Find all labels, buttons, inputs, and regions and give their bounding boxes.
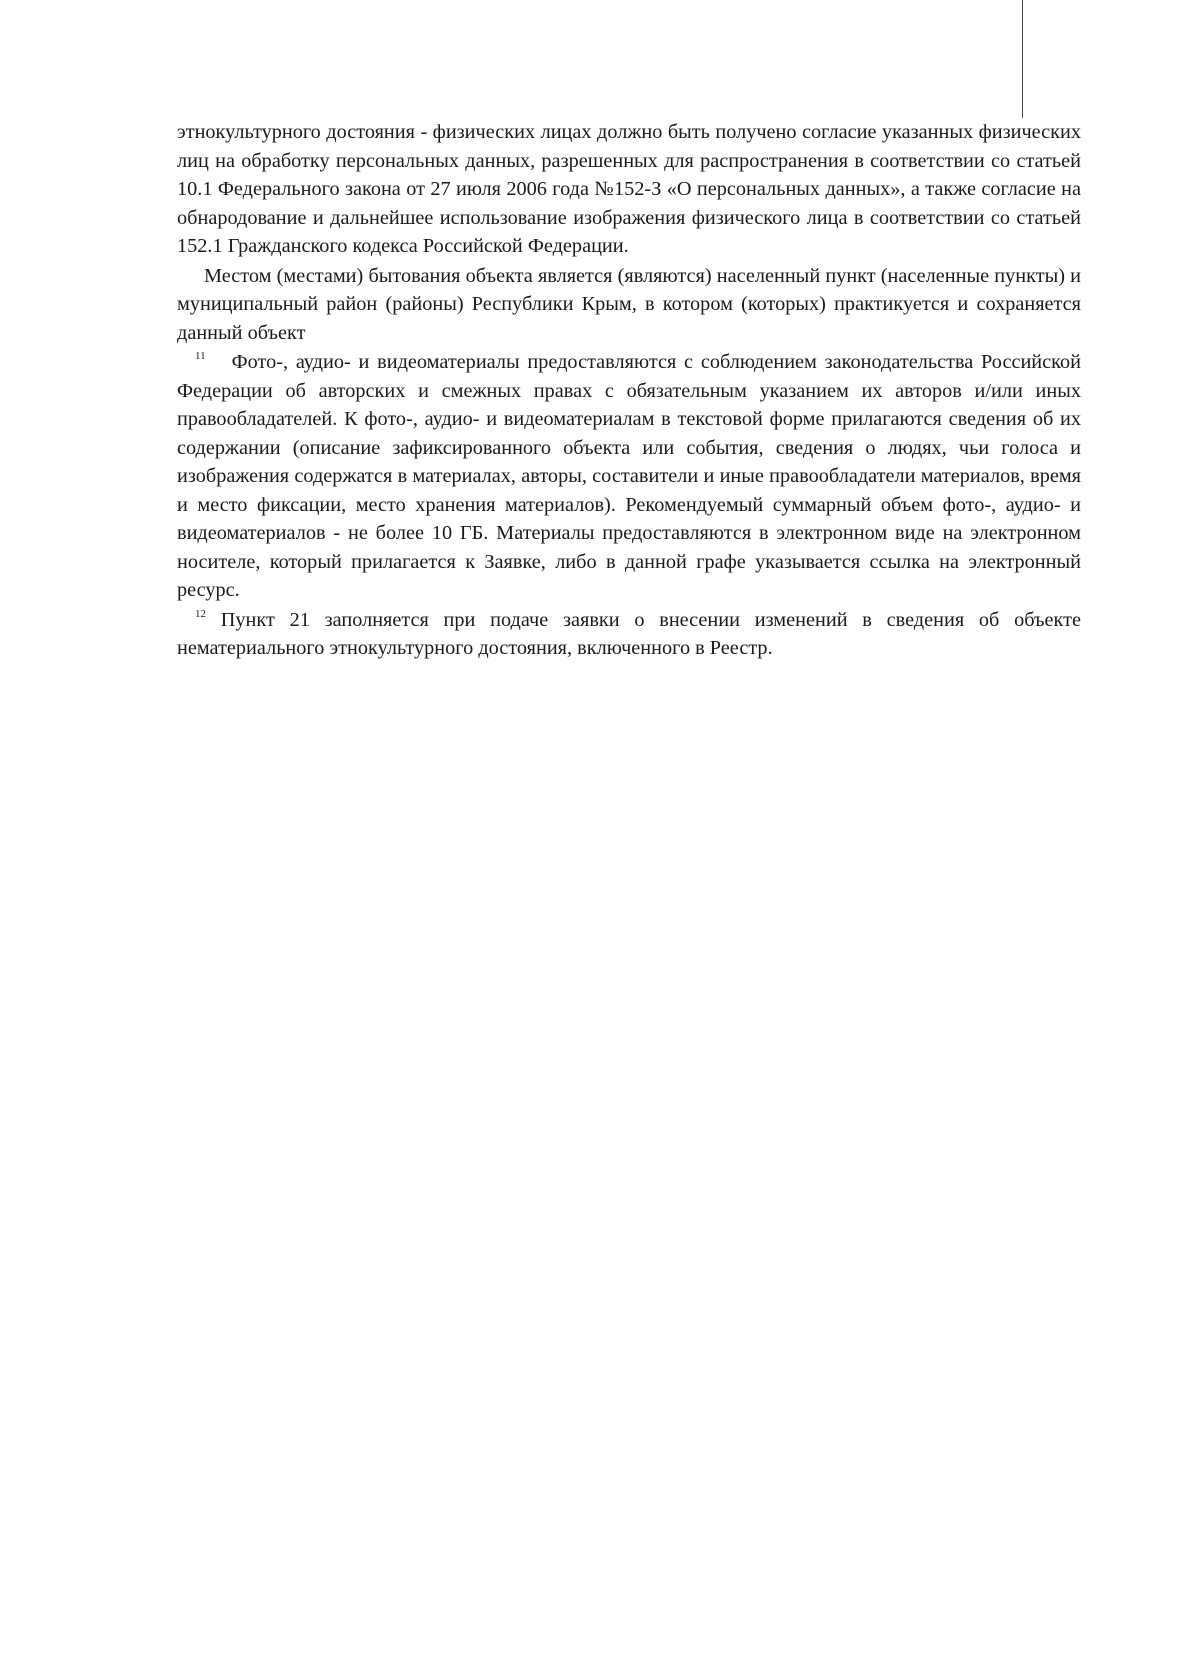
paragraph-consent: этнокультурного достояния - физических лицах должно быть получено согласие указанных физических лиц на обработку персональных данных, разрешенных для распространения в соответствии со статьей 10.1 Федерального закона от 27 июля 2006 года №152-З «О персональных данных», а также согласие на обнародование и дальнейшее использование изображения физического лица в соответствии со статьей 152.1 Гражданского кодекса Российской Федерации.	[177, 121, 1081, 257]
scan-margin-line	[1022, 0, 1023, 118]
footnote-11	[177, 348, 1081, 605]
footnote-12-text: Пункт 21 заполняется при подаче заявки о внесении изменений в сведения об объекте нематериального этнокультурного достояния, включенного в Реестр.	[177, 608, 1081, 659]
document-body	[177, 118, 1081, 664]
footnote-11-text: Фото-, аудио- и видеоматериалы предоставляются с соблюдением законодательства Российской Федерации об авторских и смежных правах с обязательным указанием их авторов и/или иных правообладателей. К фото-, аудио- и видеоматериалам в текстовой форме прилагаются сведения об их содержании (описание зафиксированного объекта или события, сведения о людях, чьи голоса и изображения содержатся в материалах, авторы, составители и иные правообладатели материалов, время и место фиксации, место хранения материалов). Рекомендуемый суммарный объем фото-, аудио- и видеоматериалов - не более 10 ГБ. Материалы предоставляются в электронном виде на электронном носителе, который прилагается к Заявке, либо в данной графе указывается ссылка на электронный ресурс.	[177, 351, 1081, 601]
footnote-marker-12: 12	[195, 607, 206, 620]
paragraph-location: Местом (местами) бытования объекта является (являются) населенный пункт (населенные пункты) и муниципальный район (районы) Республики Крым, в котором (которых) практикуется и сохраняется данный объект	[177, 264, 1081, 344]
footnote-marker-11: 11	[195, 350, 206, 362]
footnote-12	[177, 606, 1081, 663]
